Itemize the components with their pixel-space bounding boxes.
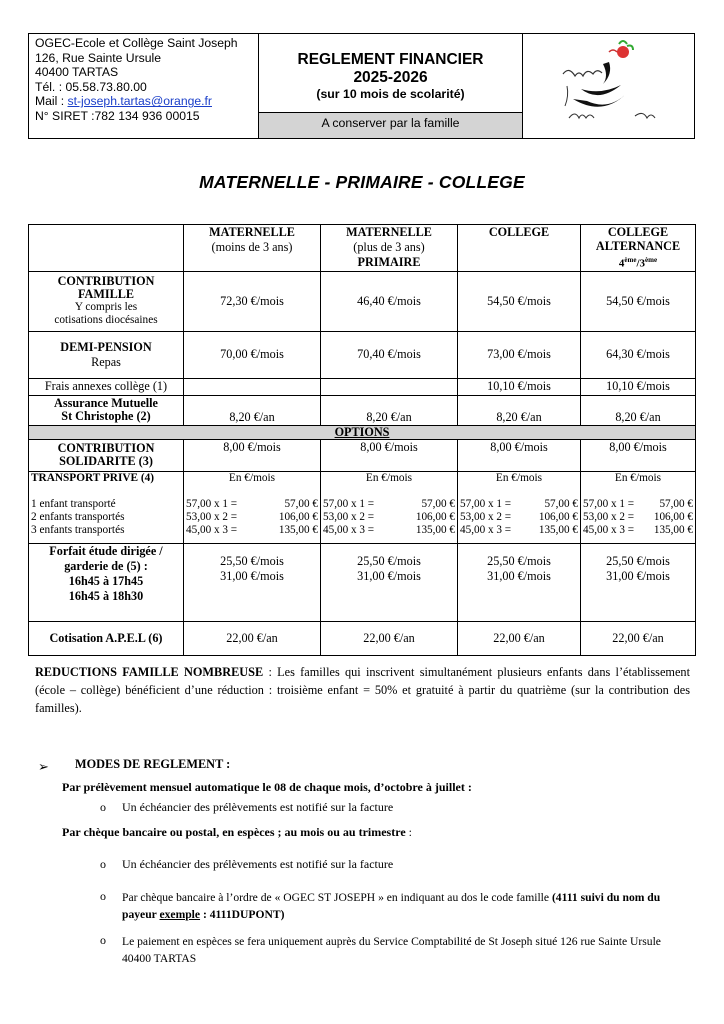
col-header-college-alternance: [581, 225, 696, 272]
document-title: REGLEMENT FINANCIER: [297, 51, 484, 68]
transport-cell: [458, 471, 581, 543]
table-cell: 8,20 €/an: [458, 395, 581, 425]
col-header-college: [458, 225, 581, 272]
row-label-line: SOLIDARITE (3): [59, 454, 153, 469]
cheque-item-2-text: Par chèque bancaire à l’ordre de « OGEC ST JOSEPH » en indiquant au dos le code famille: [122, 891, 552, 904]
header-empty-cell: [29, 225, 184, 272]
col-header-line: MATERNELLE: [209, 225, 295, 239]
transport-calc: 45,00 x 3 =: [186, 523, 238, 536]
row-label-line: St Christophe (2): [61, 409, 151, 424]
table-cell: 8,00 €/mois: [581, 439, 696, 471]
transport-line: 3 enfants transportés: [31, 523, 125, 536]
transport-calc-line: [186, 511, 318, 524]
col-header-maternelle-primaire: [321, 225, 458, 272]
table-cell: 22,00 €/an: [321, 621, 458, 655]
col-header-line: MATERNELLE: [346, 225, 432, 239]
transport-calc-line: [460, 511, 578, 524]
row-label-line: Forfait étude dirigée /: [49, 543, 163, 558]
transport-calc-line: [323, 498, 455, 511]
cheque-item-2: [122, 889, 702, 923]
table-cell: 8,00 €/mois: [184, 439, 321, 471]
transport-total: 106,00 €: [653, 510, 693, 523]
modes-title: MODES DE REGLEMENT :: [75, 757, 231, 771]
table-cell: 22,00 €/an: [581, 621, 696, 655]
transport-calc: 53,00 x 2 =: [460, 510, 512, 523]
transport-calc-line: [460, 524, 578, 537]
etude-value: 25,50 €/mois: [487, 553, 551, 568]
row-label-line: garderie de (5) :: [64, 558, 148, 573]
row-label-line: DEMI-PENSION: [60, 339, 152, 354]
header-box: [28, 33, 695, 139]
row-label-line: 16h45 à 17h45: [68, 573, 144, 588]
row-label: Frais annexes collège (1): [29, 378, 184, 395]
table-cell: 22,00 €/an: [184, 621, 321, 655]
transport-calc: 57,00 x 1 =: [186, 497, 238, 510]
transport-calc: 53,00 x 2 =: [323, 510, 375, 523]
transport-calc-line: [583, 511, 693, 524]
etude-cell: [581, 543, 696, 621]
table-cell: 8,20 €/an: [184, 395, 321, 425]
row-label-line: Repas: [91, 354, 121, 369]
circle-bullet-icon: o: [100, 800, 106, 814]
col-header-line: (plus de 3 ans): [353, 240, 425, 254]
col-header-level: 4ème/3ème: [618, 256, 658, 270]
transport-total: 106,00 €: [538, 510, 578, 523]
school-logo: [523, 34, 694, 138]
transport-unit: En €/mois: [228, 471, 276, 484]
document-title-block: [259, 34, 523, 138]
row-label-line: Y compris les: [74, 301, 138, 314]
keep-note: A conserver par la famille: [259, 112, 522, 138]
row-label: [29, 331, 184, 378]
table-cell: 54,50 €/mois: [458, 271, 581, 331]
table-cell: 73,00 €/mois: [458, 331, 581, 378]
school-contact: [29, 34, 259, 138]
school-year: 2025-2026: [353, 69, 428, 86]
cheque-item-2-code: (4111 suivi du nom du: [551, 891, 661, 904]
table-cell: 10,10 €/mois: [581, 378, 696, 395]
table-cell: 8,00 €/mois: [458, 439, 581, 471]
table-cell: 8,20 €/an: [321, 395, 458, 425]
transport-line: 1 enfant transporté: [31, 497, 116, 510]
transport-total: 57,00 €: [284, 497, 318, 510]
row-label: [29, 439, 184, 471]
row-label-line: FAMILLE: [78, 287, 134, 302]
transport-calc: 45,00 x 3 =: [583, 523, 635, 536]
col-header-line: PRIMAIRE: [357, 255, 421, 269]
prelevement-item: Un échéancier des prélèvements est notifié sur la facture: [122, 800, 394, 814]
transport-calc: 57,00 x 1 =: [583, 497, 635, 510]
table-header-row: [29, 225, 696, 272]
row-label: [29, 543, 184, 621]
arrow-bullet-icon: ➢: [38, 759, 49, 774]
fee-table: [28, 224, 696, 656]
table-cell: 10,10 €/mois: [458, 378, 581, 395]
transport-calc-line: [186, 498, 318, 511]
cheque-title: Par chèque bancaire ou postal, en espèces ; au mois ou au trimestre: [62, 825, 406, 839]
transport-calc-line: [323, 511, 455, 524]
etude-cell: [184, 543, 321, 621]
mail-prefix: Mail :: [35, 94, 68, 109]
table-cell: 70,40 €/mois: [321, 331, 458, 378]
cheque-item-2-example-value: : 4111DUPONT): [200, 908, 285, 921]
transport-calc: 45,00 x 3 =: [323, 523, 375, 536]
cheque-item-3-text: Le paiement en espèces se fera uniquement auprès du Service Comptabilité de St Joseph situé 126 rue Sainte Ursule: [122, 935, 661, 948]
etude-value: 25,50 €/mois: [220, 553, 284, 568]
col-header-line: COLLEGE: [607, 225, 669, 239]
mail-line: [35, 94, 258, 109]
table-cell: 70,00 €/mois: [184, 331, 321, 378]
row-demi-pension: [29, 331, 696, 378]
reductions-title: REDUCTIONS FAMILLE NOMBREUSE: [35, 665, 264, 679]
transport-unit: En €/mois: [614, 471, 662, 484]
cheque-item-2-exemple: exemple: [159, 908, 201, 921]
org-line: 126, Rue Sainte Ursule: [35, 50, 162, 65]
row-label-line: CONTRIBUTION: [57, 274, 155, 289]
etude-value: 31,00 €/mois: [606, 568, 670, 583]
etude-value: 31,00 €/mois: [487, 568, 551, 583]
row-label: [29, 271, 184, 331]
col-header-line: (moins de 3 ans): [211, 240, 293, 254]
transport-label: TRANSPORT PRIVE (4): [31, 471, 155, 484]
cheque-title-line: [62, 825, 412, 840]
table-cell: [184, 378, 321, 395]
table-cell: 46,40 €/mois: [321, 271, 458, 331]
transport-unit: En €/mois: [365, 471, 413, 484]
transport-calc-line: [460, 498, 578, 511]
table-cell: 54,50 €/mois: [581, 271, 696, 331]
transport-line: 2 enfants transportés: [31, 510, 125, 523]
row-assurance: [29, 395, 696, 425]
transport-calc-line: [583, 498, 693, 511]
transport-total: 135,00 €: [415, 523, 455, 536]
transport-calc: 53,00 x 2 =: [186, 510, 238, 523]
cheque-item-3: [122, 933, 702, 967]
org-line: 40400 TARTAS: [35, 65, 119, 80]
row-label: [29, 395, 184, 425]
transport-unit: En €/mois: [495, 471, 543, 484]
etude-value: 31,00 €/mois: [220, 568, 284, 583]
transport-total: 135,00 €: [538, 523, 578, 536]
transport-calc-line: [583, 524, 693, 537]
etude-value: 25,50 €/mois: [606, 553, 670, 568]
transport-calc-line: [323, 524, 455, 537]
reductions-paragraph: [35, 663, 690, 717]
transport-calc: 57,00 x 1 =: [323, 497, 375, 510]
row-frais-annexes: [29, 378, 696, 395]
col-header-line: ALTERNANCE: [595, 239, 681, 253]
transport-calc: 45,00 x 3 =: [460, 523, 512, 536]
transport-calc-line: [186, 524, 318, 537]
cheque-colon: :: [405, 825, 412, 839]
transport-total: 106,00 €: [278, 510, 318, 523]
options-label: OPTIONS: [29, 425, 696, 439]
table-cell: [321, 378, 458, 395]
etude-cell: [321, 543, 458, 621]
table-cell: 8,00 €/mois: [321, 439, 458, 471]
col-header-maternelle-moins3: [184, 225, 321, 272]
prelevement-title: Par prélèvement mensuel automatique le 08 de chaque mois, d’octobre à juillet :: [62, 780, 472, 794]
table-cell: 64,30 €/mois: [581, 331, 696, 378]
circle-bullet-icon: o: [100, 889, 106, 903]
document-subtitle: (sur 10 mois de scolarité): [316, 87, 465, 101]
row-label: [29, 471, 184, 543]
row-transport: [29, 471, 696, 543]
transport-total: 135,00 €: [653, 523, 693, 536]
table-cell: 72,30 €/mois: [184, 271, 321, 331]
table-cell: 22,00 €/an: [458, 621, 581, 655]
transport-calc: 53,00 x 2 =: [583, 510, 635, 523]
mail-link[interactable]: st-joseph.tartas@orange.fr: [67, 94, 212, 109]
transport-cell: [581, 471, 696, 543]
cheque-item-3-city: 40400 TARTAS: [122, 952, 197, 965]
circle-bullet-icon: o: [100, 933, 106, 947]
circle-bullet-icon: o: [100, 857, 106, 871]
main-title: MATERNELLE - PRIMAIRE - COLLEGE: [199, 172, 525, 192]
row-options: [29, 425, 696, 439]
etude-value: 25,50 €/mois: [357, 553, 421, 568]
transport-calc: 57,00 x 1 =: [460, 497, 512, 510]
org-line: OGEC-Ecole et Collège Saint Joseph: [35, 36, 238, 50]
row-apel: [29, 621, 696, 655]
transport-cell: [321, 471, 458, 543]
row-label-line: Assurance Mutuelle: [54, 396, 158, 411]
row-label: Cotisation A.P.E.L (6): [29, 621, 184, 655]
row-contribution-famille: [29, 271, 696, 331]
transport-cell: [184, 471, 321, 543]
reductions-text: : Les familles qui inscrivent simultanément plusieurs enfants dans l’établissement (école – collège) bénéficient d’une réduction : troisième enfant = 50% et gratuité à partir du quatrième (sur la contribution des familles).: [35, 665, 690, 715]
cheque-item-1: Un échéancier des prélèvements est notifié sur la facture: [122, 857, 394, 871]
siret: N° SIRET :782 134 936 00015: [35, 108, 200, 123]
transport-total: 57,00 €: [544, 497, 578, 510]
row-solidarite: [29, 439, 696, 471]
etude-cell: [458, 543, 581, 621]
row-etude: [29, 543, 696, 621]
table-cell: 8,20 €/an: [581, 395, 696, 425]
col-header-line: COLLEGE: [488, 225, 550, 239]
row-label-line: CONTRIBUTION: [57, 441, 155, 456]
transport-total: 106,00 €: [415, 510, 455, 523]
row-label-line: 16h45 à 18h30: [68, 588, 144, 603]
transport-total: 57,00 €: [659, 497, 693, 510]
transport-total: 135,00 €: [278, 523, 318, 536]
cheque-item-2-payeur: payeur: [122, 908, 160, 921]
etude-value: 31,00 €/mois: [357, 568, 421, 583]
transport-total: 57,00 €: [421, 497, 455, 510]
org-line: Tél. : 05.58.73.80.00: [35, 79, 147, 94]
row-label-line: cotisations diocésaines: [54, 314, 158, 327]
